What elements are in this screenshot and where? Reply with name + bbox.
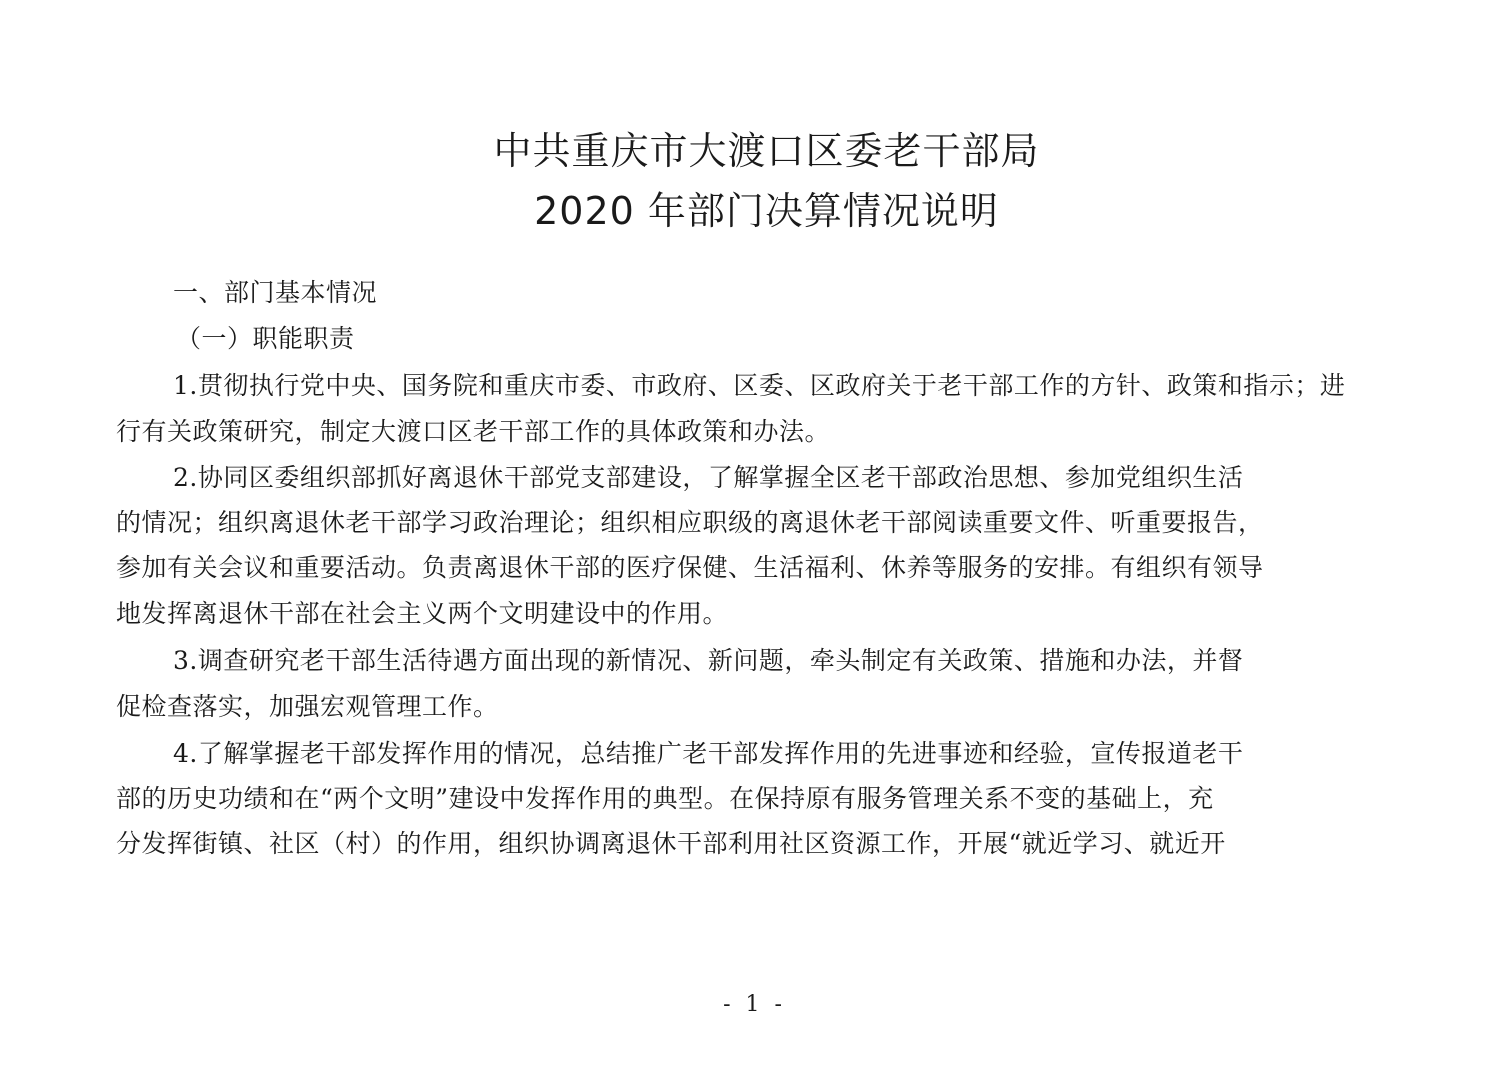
paragraph-1-line-2: 行有关政策研究，制定大渡口区老干部工作的具体政策和办法。	[116, 417, 831, 446]
document-title-line-2: 2020 年部门决算情况说明	[534, 189, 999, 233]
section-heading: 一、部门基本情况	[173, 278, 378, 307]
paragraph-2-line-2: 的情况；组织离退休老干部学习政治理论；组织相应职级的离退休老干部阅读重要文件、听重要报告，	[116, 508, 1264, 537]
paragraph-1-line-1: 1.贯彻执行党中央、国务院和重庆市委、市政府、区委、区政府关于老干部工作的方针、政策和指示；进	[173, 371, 1346, 400]
paragraph-2-line-4: 地发挥离退休干部在社会主义两个文明建设中的作用。	[116, 599, 729, 628]
paragraph-3-line-1: 3.调查研究老干部生活待遇方面出现的新情况、新问题，牵头制定有关政策、措施和办法，并督	[173, 646, 1244, 675]
document-title-line-1: 中共重庆市大渡口区委老干部局	[493, 129, 1040, 173]
paragraph-4-line-3: 分发挥街镇、社区（村）的作用，组织协调离退休干部利用社区资源工作，开展“就近学习、就近开	[116, 829, 1226, 858]
page-number: - 1 -	[723, 992, 786, 1017]
paragraph-2-line-1: 2.协同区委组织部抓好离退休干部党支部建设，了解掌握全区老干部政治思想、参加党组织生活	[173, 463, 1244, 492]
subsection-heading: （一）职能职责	[176, 324, 355, 353]
paragraph-4-line-1: 4.了解掌握老干部发挥作用的情况，总结推广老干部发挥作用的先进事迹和经验，宣传报道老干	[173, 739, 1244, 768]
paragraph-4-line-2: 部的历史功绩和在“两个文明”建设中发挥作用的典型。在保持原有服务管理关系不变的基础上，充	[116, 784, 1214, 813]
paragraph-2-line-3: 参加有关会议和重要活动。负责离退休干部的医疗保健、生活福利、休养等服务的安排。有组织有领导	[116, 553, 1264, 582]
paragraph-3-line-2: 促检查落实，加强宏观管理工作。	[116, 692, 499, 721]
